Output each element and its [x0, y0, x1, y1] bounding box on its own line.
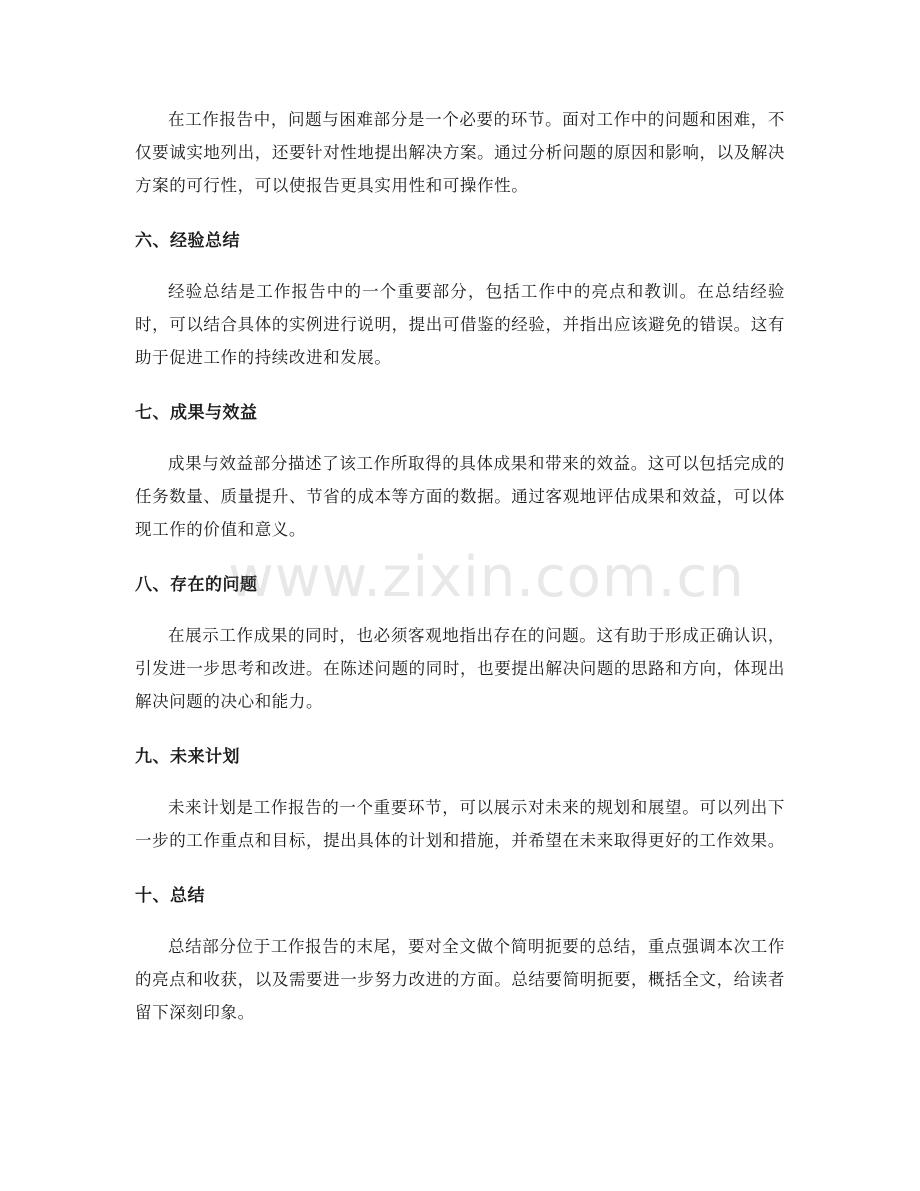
intro-paragraph: 在工作报告中，问题与困难部分是一个必要的环节。面对工作中的问题和困难，不仅要诚实地列出，还要针对性地提出解决方案。通过分析问题的原因和影响，以及解决方案的可行性，可以使报告更具实用性和可操作性。 [135, 110, 785, 195]
watermark-text: www.zixin.com.cn [228, 545, 745, 610]
section-body-10: 总结部分位于工作报告的末尾，要对全文做个简明扼要的总结，重点强调本次工作的亮点和收获，以及需要进一步努力改进的方面。总结要简明扼要，概括全文，给读者留下深刻印象。 [135, 937, 785, 1022]
section-heading-6: 六、经验总结 [135, 231, 240, 251]
section-body-9: 未来计划是工作报告的一个重要环节，可以展示对未来的规划和展望。可以列出下一步的工作重点和目标，提出具体的计划和措施，并希望在未来取得更好的工作效果。 [135, 798, 785, 850]
section-heading-8: 八、存在的问题 [135, 575, 258, 595]
section-heading-9: 九、未来计划 [135, 747, 240, 767]
section-body-7: 成果与效益部分描述了该工作所取得的具体成果和带来的效益。这可以包括完成的任务数量、质量提升、节省的成本等方面的数据。通过客观地评估成果和效益，可以体现工作的价值和意义。 [135, 454, 785, 539]
section-body-8: 在展示工作成果的同时，也必须客观地指出存在的问题。这有助于形成正确认识，引发进一步思考和改进。在陈述问题的同时，也要提出解决问题的思路和方向，体现出解决问题的决心和能力。 [135, 626, 785, 711]
section-heading-7: 七、成果与效益 [135, 403, 258, 423]
section-body-6: 经验总结是工作报告中的一个重要部分，包括工作中的亮点和教训。在总结经验时，可以结合具体的实例进行说明，提出可借鉴的经验，并指出应该避免的错误。这有助于促进工作的持续改进和发展。 [135, 282, 785, 367]
section-heading-10: 十、总结 [135, 886, 205, 906]
document-body [135, 103, 785, 1029]
